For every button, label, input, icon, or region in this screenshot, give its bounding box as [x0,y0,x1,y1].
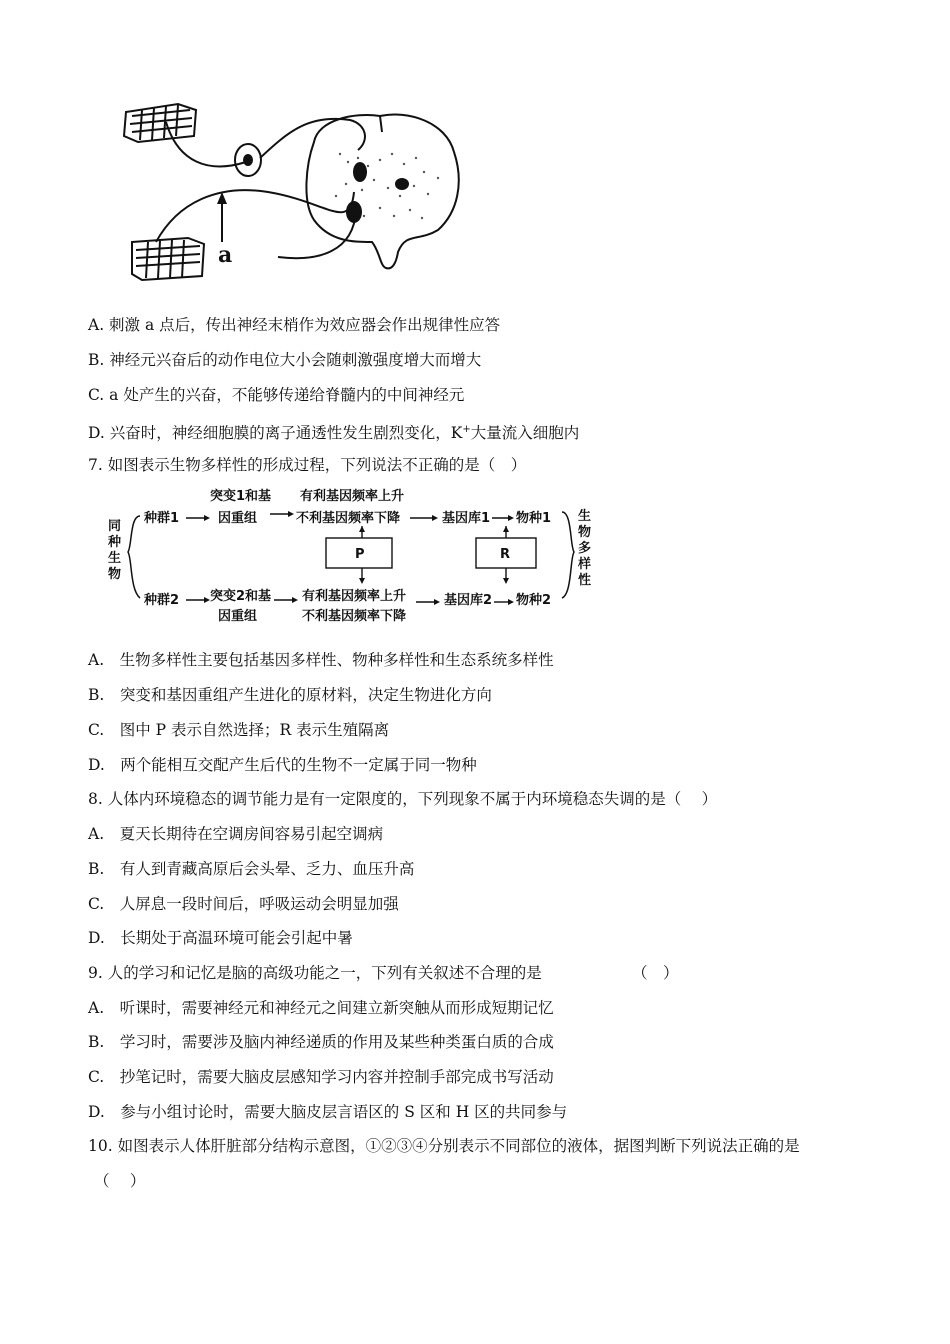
right-label-char: 生 [578,509,592,524]
mutation-2-line2: 因重组 [218,609,258,622]
q7-option-b: B. 突变和基因重组产生进化的原材料，决定生物进化方向 [88,686,492,704]
freq-down-2: 不利基因频率下降 [302,609,407,622]
muscle-bottom [132,238,204,280]
species-2: 物种2 [516,593,552,608]
gene-pool-2: 基因库2 [444,593,493,608]
left-brace [128,516,140,598]
freq-up-1: 有利基因频率上升 [300,489,405,504]
potassium-charge: + [462,424,471,435]
right-label-char: 物 [578,525,592,540]
q9-option-d: D. 参与小组讨论时，需要大脑皮层言语区的 S 区和 H 区的共同参与 [88,1103,568,1121]
q8-option-b: B. 有人到青藏高原后会头晕、乏力、血压升高 [88,860,415,878]
mutation-1-line2: 因重组 [218,511,258,526]
neuron-body [395,178,409,190]
q10-stem: 10. 如图表示人体肝脏部分结构示意图，①②③④分别表示不同部位的液体，据图判断下列说法正确的是 [88,1137,800,1155]
q8-option-a: A. 夏天长期待在空调房间容易引起空调病 [88,825,384,843]
left-label-char: 物 [108,567,122,582]
q7-option-d: D. 两个能相互交配产生后代的生物不一定属于同一物种 [88,756,477,774]
q8-option-c: C. 人屏息一段时间后，呼吸运动会明显加强 [88,895,399,913]
freq-down-1: 不利基因频率下降 [296,511,401,526]
right-brace [562,512,574,598]
population-2: 种群2 [144,593,180,608]
right-label-char: 多 [578,541,592,556]
freq-up-2: 有利基因频率上升 [302,589,407,604]
biodiversity-diagram [104,486,596,622]
q9-paren: （ ） [632,964,679,982]
left-label-char: 同 [108,519,122,534]
q10-paren: （ ） [94,1172,146,1190]
q6-option-c: C. a 处产生的兴奋，不能够传递给脊髓内的中间神经元 [88,386,465,404]
q7-stem: 7. 如图表示生物多样性的形成过程，下列说法不正确的是（ ） [88,456,527,474]
q9-option-b: B. 学习时，需要涉及脑内神经递质的作用及某些种类蛋白质的合成 [88,1033,554,1051]
q8-stem: 8. 人体内环境稳态的调节能力是有一定限度的，下列现象不属于内环境稳态失调的是（ ） [88,790,718,808]
q9-option-a: A. 听课时，需要神经元和神经元之间建立新突触从而形成短期记忆 [88,999,554,1017]
q6-option-a: A. 刺激 a 点后，传出神经末梢作为效应器会作出规律性应答 [88,316,501,334]
q6-option-d [88,419,579,444]
species-1: 物种1 [516,511,552,526]
q6-option-d-text: D. 兴奋时，神经细胞膜的离子通透性发生剧烈变化，K [88,424,463,443]
q9-option-c: C. 抄笔记时，需要大脑皮层感知学习内容并控制手部完成书写活动 [88,1068,554,1086]
left-label-char: 生 [108,551,122,566]
q6-option-b: B. 神经元兴奋后的动作电位大小会随刺激强度增大而增大 [88,351,482,369]
neuron-body [346,201,362,223]
gene-pool-1: 基因库1 [442,511,491,526]
label-a: a [218,242,233,268]
right-label-char: 样 [578,557,592,572]
right-label-char: 性 [578,573,592,588]
q7-option-c: C. 图中 P 表示自然选择；R 表示生殖隔离 [88,721,390,739]
neuron-body [353,162,367,182]
spinal-cord [306,115,458,269]
q6-option-d-tail: 大量流入细胞内 [470,424,580,443]
population-1: 种群1 [144,511,180,526]
q9-stem: 9. 人的学习和记忆是脑的高级功能之一，下列有关叙述不合理的是 [88,964,542,982]
box-p-label: P [355,547,365,562]
q8-option-d: D. 长期处于高温环境可能会引起中暑 [88,929,353,947]
q7-option-a: A. 生物多样性主要包括基因多样性、物种多样性和生态系统多样性 [88,651,554,669]
reflex-arc-figure [118,92,478,282]
mutation-2-line1: 突变2和基 [210,589,272,604]
left-label-char: 种 [108,535,122,550]
box-r-label: R [500,547,511,562]
mutation-1-line1: 突变1和基 [210,489,272,504]
